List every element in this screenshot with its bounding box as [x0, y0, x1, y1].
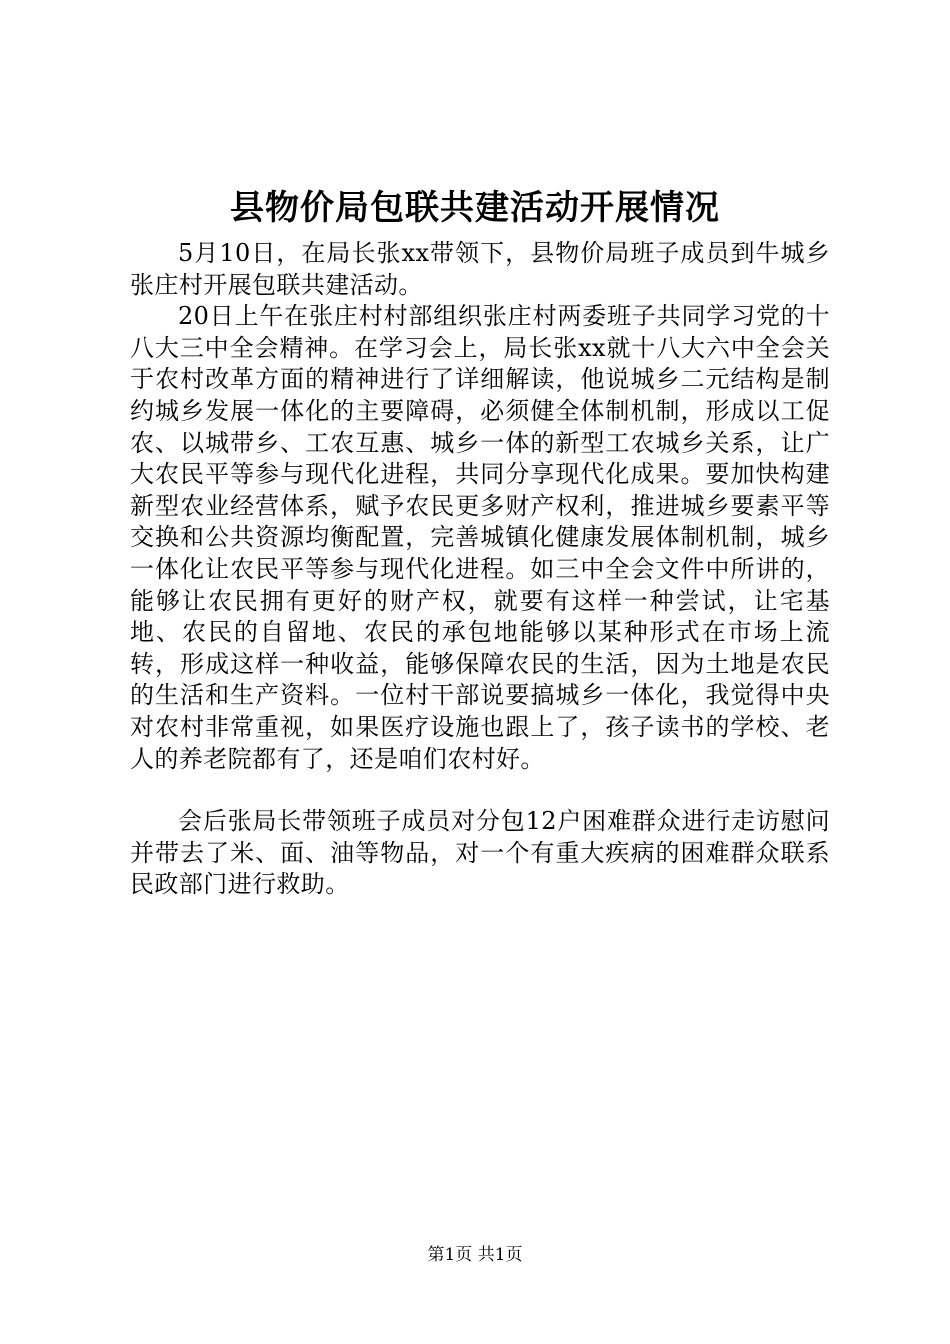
paragraph-3: 会后张局长带领班子成员对分包12户困难群众进行走访慰问并带去了米、面、油等物品，对一个有重大疾病的困难群众联系民政部门进行救助。	[130, 807, 830, 899]
document-body	[130, 238, 830, 901]
page-number-footer: 第1页 共1页	[427, 1245, 523, 1265]
paragraph-1: 5月10日，在局长张xx带领下，县物价局班子成员到牛城乡张庄村开展包联共建活动。	[130, 239, 830, 299]
paragraph-2: 20日上午在张庄村村部组织张庄村两委班子共同学习党的十八大三中全会精神。在学习会上，局长张xx就十八大六中全会关于农村改革方面的精神进行了详细解读，他说城乡二元结构是制约城乡发展一体化的主要障碍，必须健全体制机制，形成以工促农、以城带乡、工农互惠、城乡一体的新型工农城乡关系，让广大农民平等参与现代化进程，共同分享现代化成果。要加快构建新型农业经营体系，赋予农民更多财产权利，推进城乡要素平等交换和公共资源均衡配置，完善城镇化健康发展体制机制，城乡一体化让农民平等参与现代化进程。如三中全会文件中所讲的，能够让农民拥有更好的财产权，就要有这样一种尝试，让宅基地、农民的自留地、农民的承包地能够以某种形式在市场上流转，形成这样一种收益，能够保障农民的生活，因为土地是农民的生活和生产资料。一位村干部说要搞城乡一体化，我觉得中央对农村非常重视，如果医疗设施也跟上了，孩子读书的学校、老人的养老院都有了，还是咱们农村好。	[130, 302, 830, 773]
document-title: 县物价局包联共建活动开展情况	[230, 188, 720, 228]
